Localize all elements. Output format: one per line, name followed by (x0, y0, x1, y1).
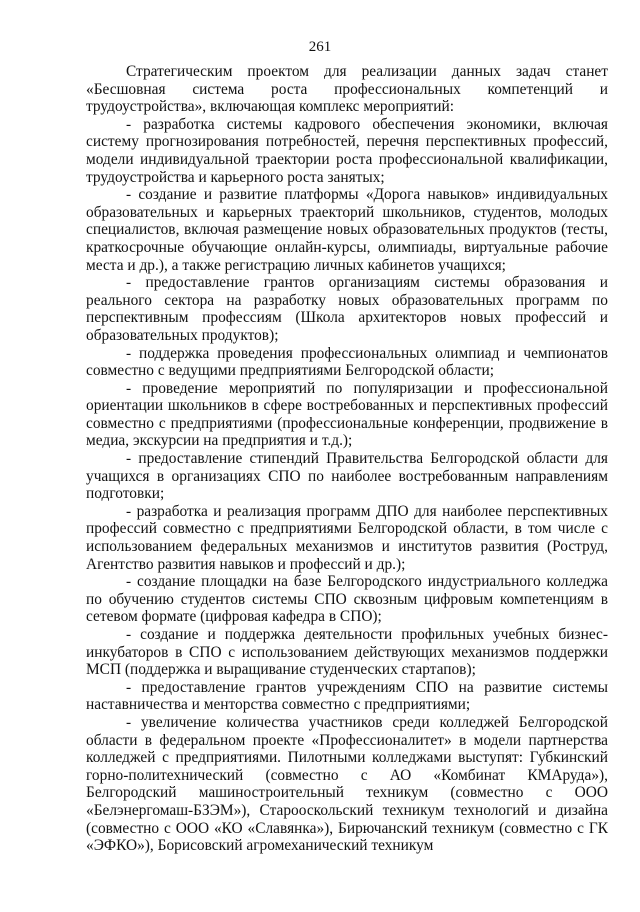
list-item: - разработка и реализация программ ДПО для наиболее перспективных профессий совместно с предприятиями Белгородской области, в том числе с использованием федеральных механизмов и институтов развития (Роструд, Агентство развития навыков и профессий и др.); (86, 502, 608, 573)
list-item: - создание площадки на базе Белгородского индустриального колледжа по обучению студентов системы СПО сквозным цифровым компетенциям в сетевом формате (цифровая кафедра в СПО); (86, 573, 608, 626)
page-number: 261 (308, 39, 332, 55)
list-item: - предоставление стипендий Правительства Белгородской области для учащихся в организациях СПО по наиболее востребованным направлениям подготовки; (86, 450, 608, 503)
list-item: - проведение мероприятий по популяризации и профессиональной ориентации школьников в сфере востребованных и перспективных профессий совместно с предприятиями (профессиональные конференции, продвижение в медиа, экскурсии на предприятия и т.д.); (86, 379, 608, 450)
list-item: - создание и поддержка деятельности профильных учебных бизнес-инкубаторов в СПО с использованием действующих механизмов поддержки МСП (поддержка и выращивание студенческих стартапов); (86, 626, 608, 679)
list-item: - создание и развитие платформы «Дорога навыков» индивидуальных образовательных и карьерных траекторий школьников, студентов, молодых специалистов, включая размещение новых образовательных продуктов (тесты, краткосрочные обучающие онлайн-курсы, олимпиады, виртуальные рабочие места и др.), а также регистрацию личных кабинетов учащихся; (86, 186, 608, 274)
paragraph-intro: Стратегическим проектом для реализации данных задач станет «Бесшовная система роста профессиональных компетенций и трудоустройства», включающая комплекс мероприятий: (86, 63, 608, 116)
body-text (86, 63, 608, 855)
list-item: - разработка системы кадрового обеспечения экономики, включая систему прогнозирования потребностей, перечня перспективных профессий, модели индивидуальной траектории роста профессиональной квалификации, трудоустройства и карьерного роста занятых; (86, 115, 608, 186)
list-item: - предоставление грантов организациям системы образования и реального сектора на разработку новых образовательных программ по перспективным профессиям (Школа архитекторов новых профессий и образовательных продуктов); (86, 274, 608, 344)
list-item: - поддержка проведения профессиональных олимпиад и чемпионатов совместно с ведущими предприятиями Белгородской области; (86, 344, 608, 380)
list-item: - предоставление грантов учреждениям СПО на развитие системы наставничества и менторства совместно с предприятиями; (86, 678, 608, 714)
list-item: - увеличение количества участников среди колледжей Белгородской области в федеральном проекте «Профессионалитет» в модели партнерства колледжей с предприятиями. Пилотными колледжами выступят: Губкинский горно-политехнический (совместно с АО «Комбинат КМАруда»), Белгородский машиностроительный техникум (совместно с ООО «Белэнергомаш-БЗЭМ»), Старооскольский техникум технологий и дизайна (совместно с ООО «КО «Славянка»), Бирючанский техникум (совместно с ГК «ЭФКО»), Борисовский агромеханический техникум (86, 713, 608, 855)
